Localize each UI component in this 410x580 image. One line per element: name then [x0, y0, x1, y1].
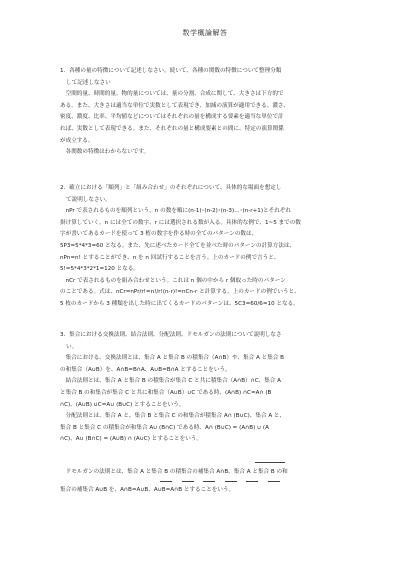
- section-1-paragraph-2: 各関数の特徴はわからないです。: [60, 149, 150, 156]
- section-3-paragraph-2-line-3: ∩C)、(A∪B) ∪C=A∪ (B∪C) とすることをいう。: [60, 401, 185, 408]
- section-3-paragraph-2-line-1: 結合法則とは、集合 A と集合 B の積集合が集合 C と共に積集合（A∩B）∩C、集合 A: [60, 378, 282, 385]
- section-1-heading-line-1: 1．各種の量の特徴について記述しなさい。続いて、各種の関数の特徴について整理分類: [60, 68, 282, 74]
- section-1-paragraph-1-line-3: 密度、濃度、比率、平均値などについてはそれぞれの量を構成する要素を適当な単位で計: [60, 114, 284, 121]
- section-1-paragraph-1-line-4: れば、実数として表現できる。また、それぞれの量と構成要素との間に、特定の演算関係: [60, 125, 284, 132]
- section-1-heading-line-2: して記述しなさい: [66, 79, 111, 86]
- section-1-paragraph-1-line-1: 空間的量、時間的量、物的量については、量の分割、合成に関して、大きさは下方的で: [60, 91, 284, 98]
- section-3-paragraph-4-line-1: ドモルガンの法則とは、集合 A と集合 B の積集合の補集合 A∩B、集合 A と集合 B の和: [60, 469, 288, 475]
- overline-mark: [255, 462, 285, 463]
- section-3: [60, 330, 360, 446]
- section-2-heading-line-2: て説明しなさい。: [66, 196, 111, 203]
- section-2-heading-line-1: 2．確立における「順列」と「組み合わせ」のそれぞれについて、具体的な場面を想定し: [60, 185, 282, 191]
- section-2: [60, 183, 360, 311]
- section-2-paragraph-1-line-5: nPn=n! とすることができ、n を n 回試行することを言う。上のカードの例で言うと、: [60, 254, 280, 261]
- section-2-paragraph-2-line-1: nCr で表されるものを組み合わせという。これは n 個の中から r 個取った時のパターン: [60, 277, 286, 284]
- document-title: 数学概論解答: [182, 29, 228, 37]
- section-1-paragraph-1-line-5: が成立する。: [60, 137, 94, 144]
- section-3-paragraph-2-line-2: と集合 B の和集合が集合 C と共に和集合（A∪B）∪C である時、(A∩B) ∩C=A∩ (B: [60, 389, 272, 396]
- section-3-paragraph-4-line-2: 集合の補集合 A∪B を、A∩B=A∪B、A∪B=A∩B とすることをいう。: [60, 487, 235, 493]
- section-2-paragraph-1-line-4: 5P3=5*4*3=60 となる。また、先に述べたカード全てを並べた時のパターンの計算方法は、: [60, 242, 296, 249]
- section-3-paragraph-3-line-3: ∩C)、A∪ (B∩C) = (A∪B) ∩ (A∪C) とすることをいう。: [60, 436, 203, 443]
- section-3-paragraph-1-line-1: 集合における、交換法則とは、集合 A と集合 B の積集合（A∩B）や、集合 A と集合 B: [60, 355, 285, 362]
- section-3-paragraph-3-line-1: 分配法則とは、集合 A と、集合 B と集合 C の和集合が積集合 A∩ (B∪C)、集合 A と、: [60, 413, 286, 420]
- section-2-paragraph-2-line-3: 5 枚のカードから 3 種類を出した時に出てくるカードのパターンは、5C3=60/6=10 となる。: [60, 300, 299, 307]
- section-3-de-morgan: [60, 467, 360, 479]
- section-2-paragraph-1-line-3: 字が書いてあるカードを使って 3 桁の数字を作る時の全てのパターンの数は、: [60, 231, 258, 238]
- section-2-paragraph-2-line-2: のことである。式は、nCr=nPr/r!=n!/r!(n-r)!=nCn-r と計算する。上のカードの例でいうと、: [60, 289, 300, 296]
- section-3-heading-line-1: 3．集合における交換法則、結合法則、分配法則、ドモルガンの法則について説明しなさ: [60, 332, 282, 338]
- section-3-paragraph-3-line-2: 集合 B と集合 C の積集合が和集合 A∪ (B∩C) である時、A∩ (B∪C) = (A∩B) ∪ (A: [60, 424, 269, 431]
- section-3-de-morgan-continued: [60, 485, 360, 497]
- section-2-paragraph-1-line-6: 5!=5*4*3*2*1=120 となる。: [60, 266, 139, 273]
- section-1: [60, 66, 360, 159]
- section-2-paragraph-1-line-2: 掛け算していく。n には全ての数字、r には選択される数が入る。具体的な例で、1~5 までの数: [60, 219, 301, 226]
- section-2-paragraph-1-line-1: nPr で表されるものを順列という。n の数を順に(n-1)･(n-2)･(n-3)…･(n-r+1)とそれぞれ: [60, 208, 291, 215]
- section-3-heading-line-2: い。: [66, 343, 78, 350]
- section-1-paragraph-1-line-2: ある。また、大きさは適当な単位で実数として表現でき、加減の演算が適用できる。濃さ、: [60, 102, 289, 109]
- section-3-paragraph-1-line-2: の和集合（A∪B）を、A∩B=B∩A、A∪B=B∩A とすることをいう。: [60, 366, 231, 373]
